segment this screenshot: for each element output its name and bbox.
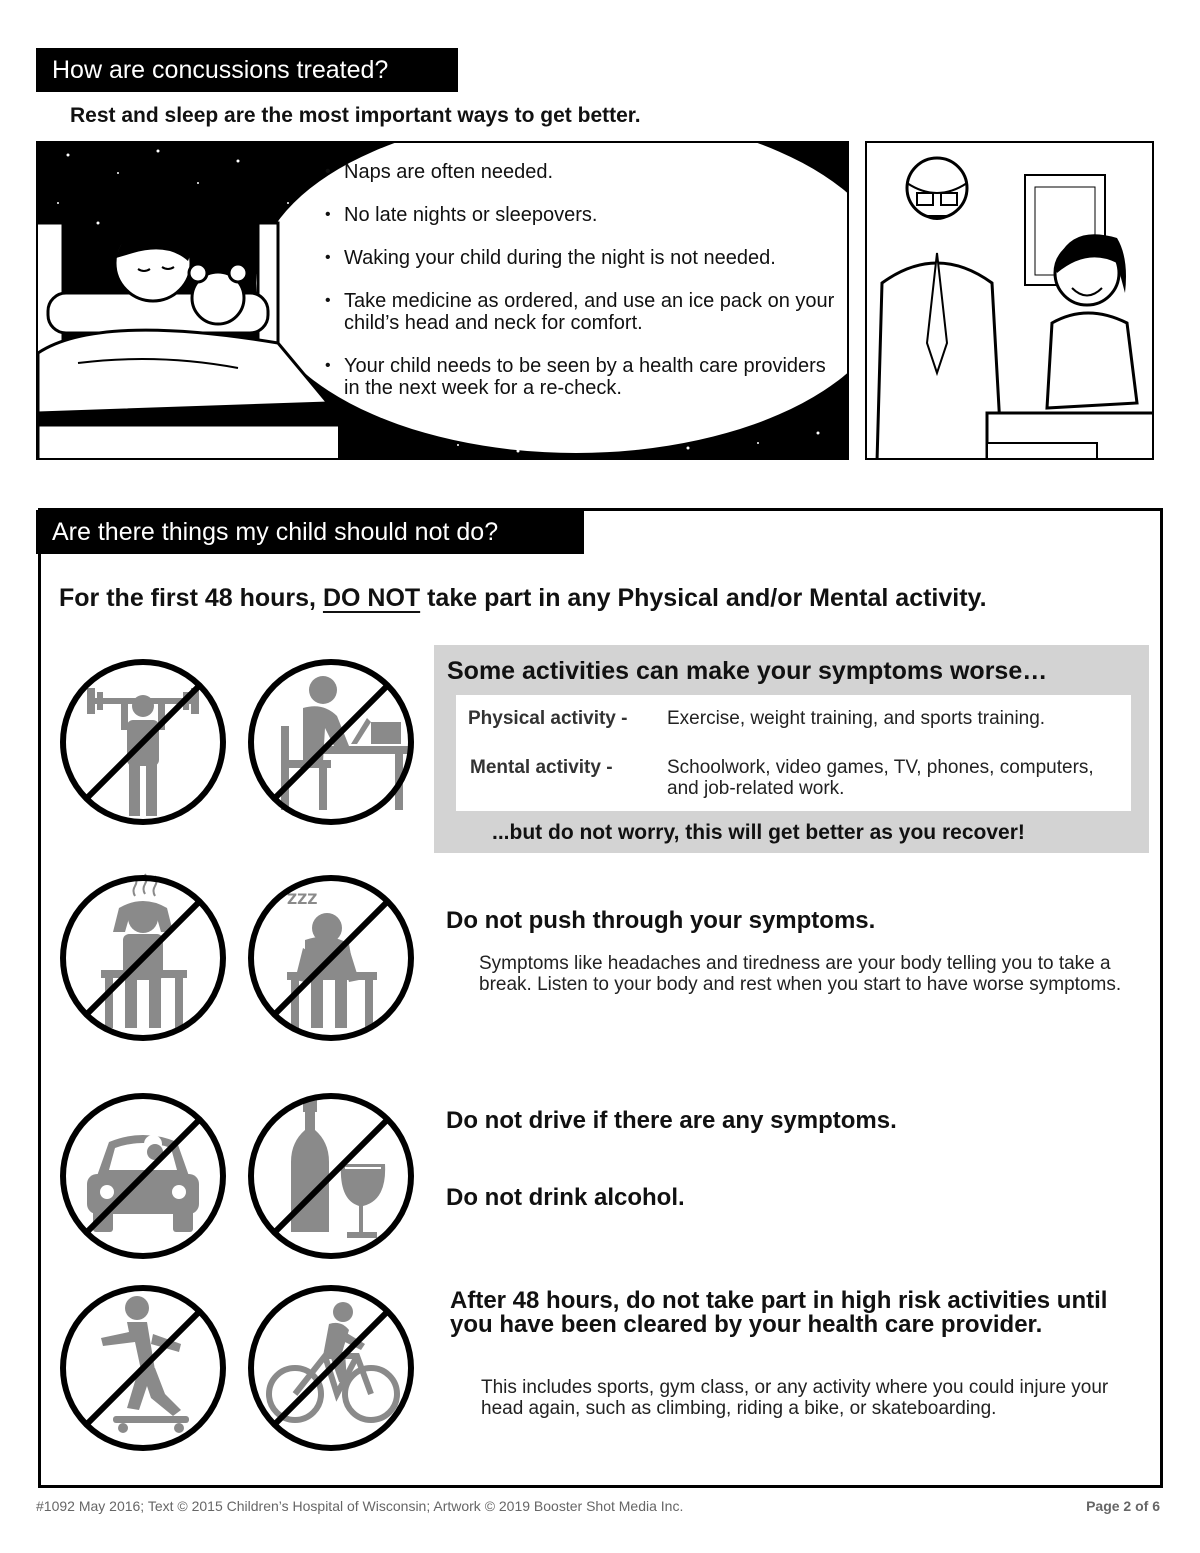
do-not-emphasis: DO NOT <box>322 584 421 612</box>
mental-activity-text: Schoolwork, video games, TV, phones, computers, and job-related work. <box>667 757 1094 799</box>
studying-icon <box>245 656 417 828</box>
activities-inner-box <box>456 695 1131 811</box>
bullet-item: • No late nights or sleepovers. <box>325 204 845 226</box>
push-symptoms-heading: Do not push through your symptoms. <box>446 907 876 934</box>
push-symptoms-text: Symptoms like headaches and tiredness are your body telling you to take a break. Listen to your body and rest when you start to have worse symptoms. <box>479 953 1122 995</box>
activities-footer: ...but do not worry, this will get better as you recover! <box>492 821 1025 844</box>
activities-box <box>434 645 1149 853</box>
physical-activity-text: Exercise, weight training, and sports training. <box>667 708 1046 729</box>
page-number: Page 2 of 6 <box>1086 1498 1160 1514</box>
headache-icon <box>57 872 229 1044</box>
no-alcohol-heading: Do not drink alcohol. <box>446 1184 685 1211</box>
no-driving-heading: Do not drive if there are any symptoms. <box>446 1107 897 1134</box>
after-48-hours-heading: After 48 hours, do not take part in high risk activities until you have been cleared by your health care provider. <box>450 1287 1108 1338</box>
child-sleeping-illustration <box>38 203 338 460</box>
treatment-bullet-list <box>325 161 845 420</box>
after-48-hours-text: This includes sports, gym class, or any activity where you could injure your head again, such as climbing, riding a bike, or skateboarding. <box>481 1377 1109 1419</box>
activities-heading: Some activities can make your symptoms worse… <box>447 657 1048 685</box>
tired-icon <box>245 872 417 1044</box>
copyright-footer: #1092 May 2016; Text © 2015 Children’s Hospital of Wisconsin; Artwork © 2019 Booster Shot Media Inc. <box>36 1498 684 1514</box>
bullet-item: • Waking your child during the night is not needed. <box>325 247 845 269</box>
physical-activity-label: Physical activity - <box>468 708 628 729</box>
treatment-subtitle: Rest and sleep are the most important ways to get better. <box>70 104 641 127</box>
skateboard-icon <box>57 1282 229 1454</box>
bullet-item: • Naps are often needed. <box>325 161 845 183</box>
first-48-hours-headline <box>59 584 987 613</box>
car-icon <box>57 1090 229 1262</box>
zzz-label: ZZZ <box>287 892 318 908</box>
doctor-illustration-panel <box>865 141 1154 460</box>
biking-icon <box>245 1282 417 1454</box>
weightlifting-icon <box>57 656 229 828</box>
sleep-illustration-panel <box>36 141 849 460</box>
bullet-item: • Take medicine as ordered, and use an ice pack on your child’s head and neck for comfort. <box>325 290 845 334</box>
section-title-treatment: How are concussions treated? <box>36 48 458 92</box>
mental-activity-label: Mental activity - <box>470 757 613 778</box>
headline-text: For the first 48 hours, <box>59 584 323 612</box>
headline-text: take part in any Physical and/or Mental activity. <box>420 584 987 612</box>
doctor-and-child-illustration <box>867 143 1154 460</box>
bullet-item: • Your child needs to be seen by a health care providers in the next week for a re-check. <box>325 355 845 399</box>
alcohol-icon <box>245 1090 417 1262</box>
section-title-restrictions: Are there things my child should not do? <box>36 510 584 554</box>
